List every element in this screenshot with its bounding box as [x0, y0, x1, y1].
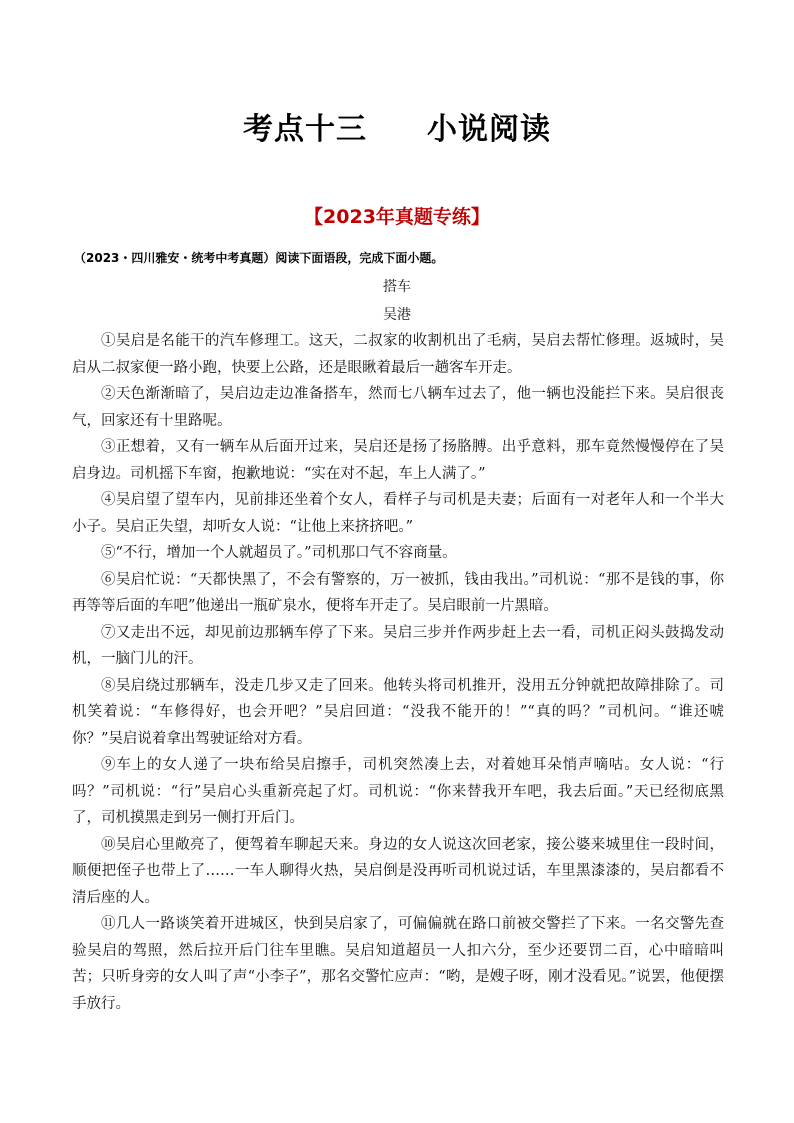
paragraph-6: ⑥吴启忙说：“天都快黑了，不会有警察的，万一被抓，钱由我出。”司机说：“那不是钱的事，你再等等后面的车吧”他递出一瓶矿泉水，便将车开走了。吴启眼前一片黑暗。: [72, 571, 724, 614]
paragraph-7: ⑦又走出不远，却见前边那辆车停了下来。吴启三步并作两步赶上去一看，司机正闷头鼓捣发动机，一脑门儿的汗。: [72, 624, 724, 667]
paragraph-11: ⑪几人一路谈笑着开进城区，快到吴启家了，可偏偏就在路口前被交警拦了下来。一名交警先查验吴启的驾照，然后拉开后门往车里瞧。吴启知道超员一人扣六分，至少还要罚二百，心中暗暗叫苦；只听身旁的女人叫了声“小李子”，那名交警忙应声：“哟，是嫂子呀，刚才没看见。”说罢，他便摆手放行。: [72, 916, 724, 1012]
question-source: （2023・四川雅安・统考中考真题）阅读下面语段，完成下面小题。: [74, 251, 444, 265]
section-heading: 【2023年真题专练】: [304, 206, 490, 228]
paragraph-9: ⑨车上的女人递了一块布给吴启擦手，司机突然凑上去，对着她耳朵悄声嘀咕。女人说：“行吗？”司机说：“行”吴启心头重新亮起了灯。司机说：“你来替我开车吧，我去后面。”天已经彻底黑了，司机摸黑走到另一侧打开后门。: [72, 757, 724, 826]
story-author: 吴港: [383, 307, 411, 323]
story-body: [72, 328, 724, 1017]
page-title: [0, 104, 794, 148]
paragraph-5: ⑤“不行，增加一个人就超员了。”司机那口气不容商量。: [101, 545, 457, 561]
story-title: 搭车: [383, 279, 411, 295]
paragraph-10: ⑩吴启心里敞亮了，便驾着车聊起天来。身边的女人说这次回老家，接公婆来城里住一段时间，顺便把侄子也带上了……一车人聊得火热，吴启倒是没再听司机说过话，车里黑漆漆的，吴启都看不清后座的人。: [72, 836, 724, 906]
paragraph-1: ①吴启是名能干的汽车修理工。这天，二叔家的收割机出了毛病，吴启去帮忙修理。返城时，吴启从二叔家便一路小跑，快要上公路，还是眼瞅着最后一趟客车开走。: [72, 333, 724, 376]
paragraph-2: ②天色渐渐暗了，吴启边走边准备搭车，然而七八辆车过去了，他一辆也没能拦下来。吴启很丧气，回家还有十里路呢。: [72, 386, 724, 429]
paragraph-8: ⑧吴启绕过那辆车，没走几步又走了回来。他转头将司机推开，没用五分钟就把故障排除了。司机笑着说：“车修得好，也会开吧？”吴启回道：“没我不能开的！”“真的吗？”司机问。“谁还唬你？”吴启说着拿出驾驶证给对方看。: [72, 677, 724, 747]
paragraph-4: ④吴启望了望车内，见前排还坐着个女人，看样子与司机是夫妻；后面有一对老年人和一个半大小子。吴启正失望，却听女人说：“让他上来挤挤吧。”: [72, 492, 724, 535]
paragraph-3: ③正想着，又有一辆车从后面开过来，吴启还是扬了扬胳膊。出乎意料，那车竟然慢慢停在了吴启身边。司机摇下车窗，抱歉地说：“实在对不起，车上人满了。”: [72, 439, 724, 482]
title-topic-name: 小说阅读: [427, 112, 551, 147]
title-topic-number: 考点十三: [243, 112, 367, 147]
